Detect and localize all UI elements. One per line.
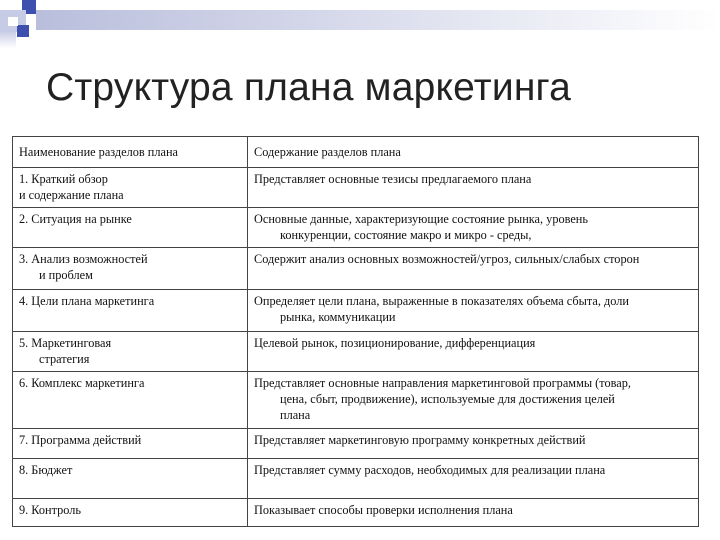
section-content-line: Содержит анализ основных возможностей/угроз, сильных/слабых сторон	[254, 252, 640, 266]
section-name-line: 7. Программа действий	[19, 433, 142, 447]
section-content-line: Представляет сумму расходов, необходимых для реализации плана	[254, 463, 606, 477]
section-name-cell	[13, 248, 248, 290]
table-row	[13, 208, 699, 248]
decor-square-small	[17, 25, 29, 37]
section-name-line: и содержание плана	[19, 188, 124, 202]
section-content-line: Представляет основные направления маркетинговой программы (товар,	[254, 376, 631, 390]
section-name-cell	[13, 459, 248, 499]
table-header-row	[13, 137, 699, 168]
section-content-cell	[248, 499, 699, 527]
section-content-cell	[248, 248, 699, 290]
section-name-line: 3. Анализ возможностей	[19, 252, 148, 266]
section-content-cell	[248, 459, 699, 499]
section-name-cell	[13, 332, 248, 372]
table-row	[13, 168, 699, 208]
section-content-line: Представляет маркетинговую программу конкретных действий	[254, 433, 586, 447]
section-content-cell	[248, 168, 699, 208]
section-content-line: плана	[280, 408, 311, 422]
section-content-line: цена, сбыт, продвижение), используемые для достижения целей	[280, 392, 615, 406]
section-name-line: 4. Цели плана маркетинга	[19, 294, 155, 308]
section-name-line: 6. Комплекс маркетинга	[19, 376, 145, 390]
slide-title: Структура плана маркетинга	[46, 66, 572, 109]
table-row	[13, 459, 699, 499]
section-name-cell	[13, 499, 248, 527]
section-content-line: Показывает способы проверки исполнения плана	[254, 503, 513, 517]
section-content-line: Представляет основные тезисы предлагаемого плана	[254, 172, 532, 186]
table-body	[13, 137, 699, 527]
table-row	[13, 499, 699, 527]
section-name-cell	[13, 290, 248, 332]
section-content-line: рынка, коммуникации	[280, 310, 396, 324]
table-row	[13, 332, 699, 372]
section-name-cell	[13, 208, 248, 248]
section-name-cell	[13, 168, 248, 208]
section-name-line: стратегия	[39, 352, 90, 366]
table-row	[13, 248, 699, 290]
section-content-line: Целевой рынок, позиционирование, дифференциация	[254, 336, 536, 350]
section-name-line: и проблем	[39, 268, 93, 282]
section-name-line: 8. Бюджет	[19, 463, 73, 477]
header-cell-sections: Наименование разделов плана	[13, 137, 248, 168]
section-content-line: конкуренции, состояние макро и микро - среды,	[280, 228, 532, 242]
section-content-cell	[248, 332, 699, 372]
section-name-line: 5. Маркетинговая	[19, 336, 112, 350]
section-name-cell	[13, 372, 248, 429]
section-content-line: Основные данные, характеризующие состояние рынка, уровень	[254, 212, 588, 226]
section-name-line: 1. Краткий обзор	[19, 172, 108, 186]
marketing-plan-table	[12, 136, 699, 527]
header-cell-content: Содержание разделов плана	[248, 137, 699, 168]
section-content-cell	[248, 290, 699, 332]
section-name-line: 9. Контроль	[19, 503, 82, 517]
section-content-cell	[248, 429, 699, 459]
table-row	[13, 372, 699, 429]
table-row	[13, 429, 699, 459]
section-content-line: Определяет цели плана, выраженные в показателях объема сбыта, доли	[254, 294, 629, 308]
section-name-cell	[13, 429, 248, 459]
decor-gradient-bar	[36, 10, 720, 30]
section-content-cell	[248, 208, 699, 248]
section-name-line: 2. Ситуация на рынке	[19, 212, 132, 226]
decor-gradient-side	[0, 30, 16, 48]
section-content-cell	[248, 372, 699, 429]
table-row	[13, 290, 699, 332]
decor-square-white	[8, 17, 18, 26]
